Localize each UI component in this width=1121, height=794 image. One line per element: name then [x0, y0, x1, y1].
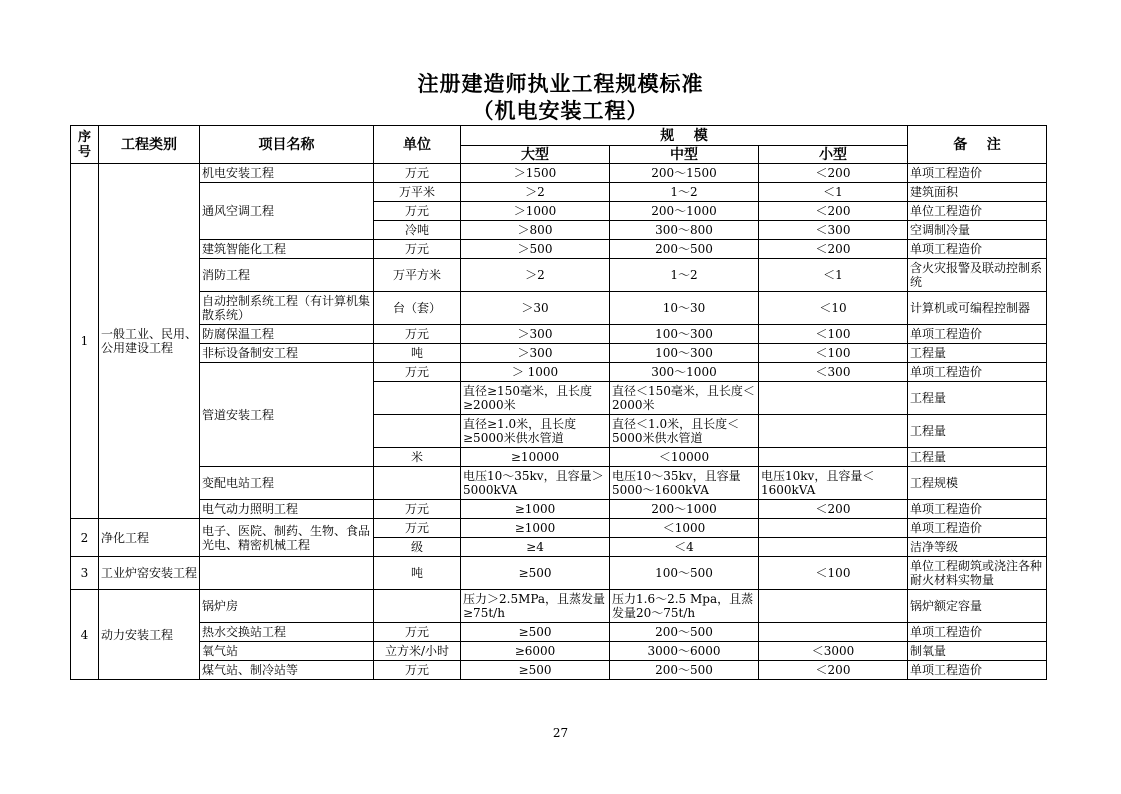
remark-cell: 单项工程造价: [908, 500, 1047, 519]
remark-cell: 工程量: [908, 344, 1047, 363]
medium-cell: 200～1500: [610, 164, 759, 183]
table-row: [71, 467, 1047, 500]
table-row: [71, 344, 1047, 363]
header-item: 项目名称: [200, 126, 374, 164]
large-cell: ≥500: [461, 557, 610, 590]
large-cell: ＞2: [461, 183, 610, 202]
medium-cell: 3000～6000: [610, 642, 759, 661]
small-cell: [759, 382, 908, 415]
item-name: 机电安装工程: [200, 164, 374, 183]
large-cell: ≥500: [461, 623, 610, 642]
remark-cell: 单项工程造价: [908, 519, 1047, 538]
small-cell: ＜1: [759, 183, 908, 202]
large-cell: 直径≥1.0米，且长度≥5000米供水管道: [461, 415, 610, 448]
medium-cell: 直径＜150毫米，且长度＜2000米: [610, 382, 759, 415]
large-cell: ≥500: [461, 661, 610, 680]
item-name: 防腐保温工程: [200, 325, 374, 344]
group-seq: 4: [71, 590, 99, 680]
table-row: [71, 363, 1047, 382]
medium-cell: 300～800: [610, 221, 759, 240]
large-cell: ≥4: [461, 538, 610, 557]
item-name: 管道安装工程: [200, 363, 374, 467]
large-cell: ＞300: [461, 344, 610, 363]
page-number: 27: [552, 726, 569, 740]
small-cell: [759, 538, 908, 557]
group-seq: 3: [71, 557, 99, 590]
small-cell: 电压10kv，且容量＜1600kVA: [759, 467, 908, 500]
unit-cell: 万元: [374, 325, 461, 344]
remark-cell: 建筑面积: [908, 183, 1047, 202]
medium-cell: 300～1000: [610, 363, 759, 382]
header-unit: 单位: [374, 126, 461, 164]
scale-standard-table: [70, 125, 1047, 680]
item-name: 通风空调工程: [200, 183, 374, 240]
small-cell: [759, 519, 908, 538]
medium-cell: 1～2: [610, 259, 759, 292]
unit-cell: 万平方米: [374, 259, 461, 292]
remark-cell: 单项工程造价: [908, 363, 1047, 382]
unit-cell: 冷吨: [374, 221, 461, 240]
small-cell: ＜100: [759, 344, 908, 363]
unit-cell: [374, 415, 461, 448]
large-cell: ≥1000: [461, 519, 610, 538]
remark-cell: 工程量: [908, 448, 1047, 467]
small-cell: ＜200: [759, 240, 908, 259]
small-cell: ＜100: [759, 325, 908, 344]
header-remark: 备 注: [908, 126, 1047, 164]
large-cell: ＞300: [461, 325, 610, 344]
large-cell: ＞1000: [461, 202, 610, 221]
small-cell: ＜200: [759, 202, 908, 221]
unit-cell: 米: [374, 448, 461, 467]
item-name: 电气动力照明工程: [200, 500, 374, 519]
item-name: 煤气站、制冷站等: [200, 661, 374, 680]
table-row: [71, 661, 1047, 680]
unit-cell: 台（套）: [374, 292, 461, 325]
remark-cell: 单项工程造价: [908, 623, 1047, 642]
remark-cell: 工程规模: [908, 467, 1047, 500]
large-cell: 直径≥150毫米，且长度≥2000米: [461, 382, 610, 415]
small-cell: [759, 415, 908, 448]
table-row: [71, 164, 1047, 183]
remark-cell: 单位工程砌筑或浇注各种耐火材料实物量: [908, 557, 1047, 590]
item-name: [200, 557, 374, 590]
table-row: [71, 259, 1047, 292]
medium-cell: 压力1.6～2.5 Mpa，且蒸发量20～75t/h: [610, 590, 759, 623]
small-cell: ＜10: [759, 292, 908, 325]
unit-cell: 吨: [374, 344, 461, 363]
medium-cell: 电压10～35kv，且容量5000～1600kVA: [610, 467, 759, 500]
item-name: 非标设备制安工程: [200, 344, 374, 363]
table-row: [71, 292, 1047, 325]
small-cell: [759, 623, 908, 642]
remark-cell: 单位工程造价: [908, 202, 1047, 221]
header-medium: 中型: [610, 146, 759, 164]
remark-cell: 计算机或可编程控制器: [908, 292, 1047, 325]
unit-cell: [374, 590, 461, 623]
table-row: [71, 325, 1047, 344]
unit-cell: [374, 467, 461, 500]
large-cell: ≥6000: [461, 642, 610, 661]
large-cell: ＞500: [461, 240, 610, 259]
unit-cell: 立方米/小时: [374, 642, 461, 661]
unit-cell: 万元: [374, 661, 461, 680]
unit-cell: [374, 382, 461, 415]
medium-cell: 100～300: [610, 325, 759, 344]
table-row: [71, 557, 1047, 590]
medium-cell: ＜4: [610, 538, 759, 557]
small-cell: ＜100: [759, 557, 908, 590]
unit-cell: 万元: [374, 623, 461, 642]
large-cell: 电压10～35kv，且容量＞5000kVA: [461, 467, 610, 500]
small-cell: [759, 590, 908, 623]
medium-cell: 1～2: [610, 183, 759, 202]
small-cell: ＜200: [759, 661, 908, 680]
remark-cell: 单项工程造价: [908, 240, 1047, 259]
header-small: 小型: [759, 146, 908, 164]
remark-cell: 制氧量: [908, 642, 1047, 661]
large-cell: ＞ 1000: [461, 363, 610, 382]
large-cell: ＞800: [461, 221, 610, 240]
remark-cell: 单项工程造价: [908, 325, 1047, 344]
group-category: 动力安装工程: [99, 590, 200, 680]
item-name: 建筑智能化工程: [200, 240, 374, 259]
unit-cell: 万元: [374, 202, 461, 221]
large-cell: ≥1000: [461, 500, 610, 519]
item-name: 锅炉房: [200, 590, 374, 623]
unit-cell: 万元: [374, 519, 461, 538]
medium-cell: ＜1000: [610, 519, 759, 538]
small-cell: ＜200: [759, 164, 908, 183]
table-row: [71, 642, 1047, 661]
table-row: [71, 183, 1047, 202]
group-seq: 1: [71, 164, 99, 519]
large-cell: 压力＞2.5MPa，且蒸发量≥75t/h: [461, 590, 610, 623]
large-cell: ＞2: [461, 259, 610, 292]
remark-cell: 单项工程造价: [908, 164, 1047, 183]
small-cell: ＜300: [759, 363, 908, 382]
group-category: 净化工程: [99, 519, 200, 557]
group-category: 一般工业、民用、公用建设工程: [99, 164, 200, 519]
large-cell: ≥10000: [461, 448, 610, 467]
remark-cell: 含火灾报警及联动控制系统: [908, 259, 1047, 292]
table-row: [71, 240, 1047, 259]
medium-cell: 200～1000: [610, 202, 759, 221]
remark-cell: 洁净等级: [908, 538, 1047, 557]
remark-cell: 工程量: [908, 382, 1047, 415]
header-category: 工程类别: [99, 126, 200, 164]
group-category: 工业炉窑安装工程: [99, 557, 200, 590]
medium-cell: 200～500: [610, 661, 759, 680]
unit-cell: 万元: [374, 500, 461, 519]
item-name: 热水交换站工程: [200, 623, 374, 642]
unit-cell: 万元: [374, 240, 461, 259]
remark-cell: 单项工程造价: [908, 661, 1047, 680]
header-seq: 序号: [71, 126, 99, 164]
item-name: 自动控制系统工程（有计算机集散系统）: [200, 292, 374, 325]
table-row: [71, 590, 1047, 623]
header-scale: 规 模: [461, 126, 908, 146]
group-seq: 2: [71, 519, 99, 557]
item-name: 变配电站工程: [200, 467, 374, 500]
remark-cell: 空调制冷量: [908, 221, 1047, 240]
small-cell: ＜200: [759, 500, 908, 519]
remark-cell: 工程量: [908, 415, 1047, 448]
large-cell: ＞1500: [461, 164, 610, 183]
medium-cell: 100～300: [610, 344, 759, 363]
unit-cell: 万元: [374, 363, 461, 382]
item-name: 消防工程: [200, 259, 374, 292]
medium-cell: 10～30: [610, 292, 759, 325]
page-title: 注册建造师执业工程规模标准: [417, 71, 704, 96]
header-large: 大型: [461, 146, 610, 164]
small-cell: [759, 448, 908, 467]
table-row: [71, 519, 1047, 538]
page-subtitle: （机电安装工程）: [472, 98, 649, 123]
large-cell: ＞30: [461, 292, 610, 325]
unit-cell: 万元: [374, 164, 461, 183]
medium-cell: 100～500: [610, 557, 759, 590]
medium-cell: ＜10000: [610, 448, 759, 467]
small-cell: ＜3000: [759, 642, 908, 661]
table-row: [71, 500, 1047, 519]
table-row: [71, 623, 1047, 642]
remark-cell: 锅炉额定容量: [908, 590, 1047, 623]
medium-cell: 200～500: [610, 623, 759, 642]
unit-cell: 万平米: [374, 183, 461, 202]
item-name: 电子、医院、制药、生物、食品光电、精密机械工程: [200, 519, 374, 557]
small-cell: ＜1: [759, 259, 908, 292]
small-cell: ＜300: [759, 221, 908, 240]
unit-cell: 吨: [374, 557, 461, 590]
item-name: 氧气站: [200, 642, 374, 661]
medium-cell: 200～500: [610, 240, 759, 259]
medium-cell: 200～1000: [610, 500, 759, 519]
medium-cell: 直径＜1.0米，且长度＜5000米供水管道: [610, 415, 759, 448]
unit-cell: 级: [374, 538, 461, 557]
